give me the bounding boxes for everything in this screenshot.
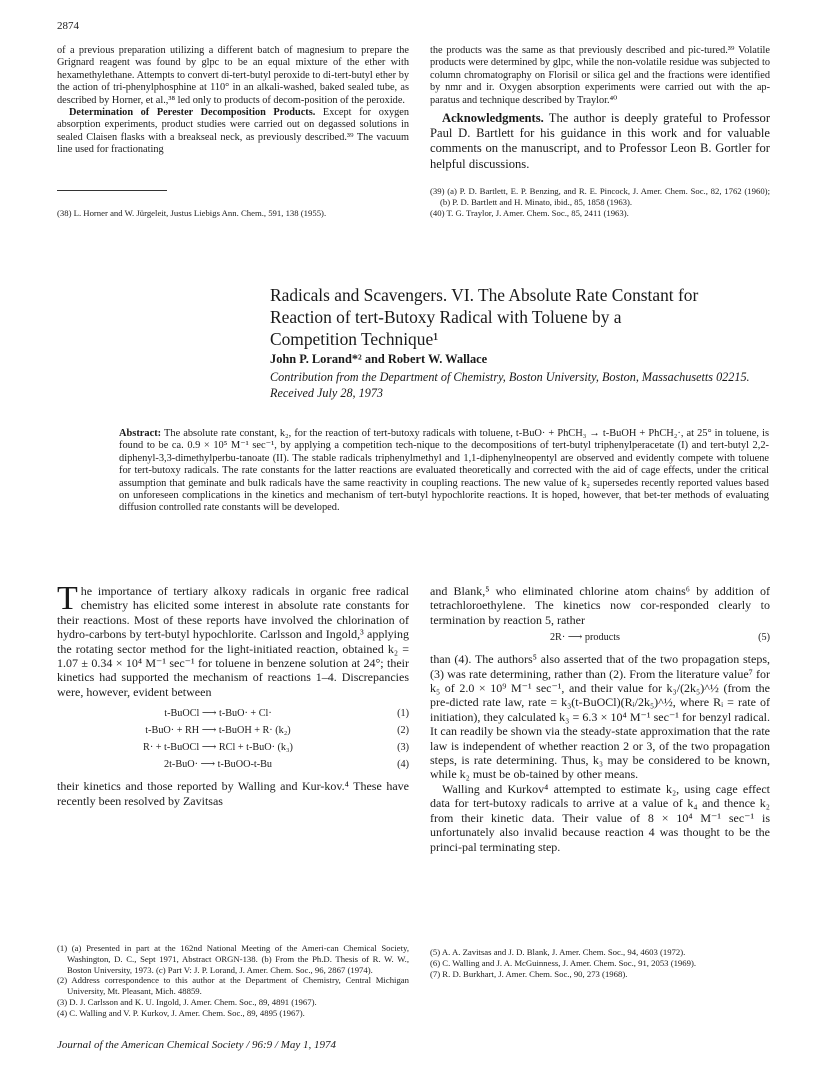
footnote-40: (40) T. G. Traylor, J. Amer. Chem. Soc., 85, 2411 (1963). [430, 207, 629, 218]
equation-number: (1) [397, 708, 409, 720]
equation-body: R· + t-BuOCl ⟶ RCl + t-BuO· (k₃) [143, 742, 293, 754]
equation-body: 2R· ⟶ products [549, 632, 621, 644]
perester-heading: Determination of Perester Decomposition Products. [69, 107, 316, 119]
perester-text: Except for oxygen absorption experiments, product studies were carried out on degassed solutions in sealed Claisen flasks with a breakseal neck, as previously described.³⁹ The vacuum line used for fractionating [57, 107, 410, 156]
body-right-paragraph-1: and Blank,⁵ who eliminated chlorine atom chains⁶ by addition of tetrachloroethylene. The kinetics now cor-responded clearly to termination by reaction 5, rather [430, 584, 770, 627]
drop-cap: T [57, 580, 78, 617]
top-left-paragraph: of a previous preparation utilizing a different batch of magnesium to prepare the Grignard reagent was found by glpc to be an equal mixture of the ether with hexamethylethane. Attempts to convert di-tert-butyl peroxide to di-tert-butyl ether by the action of tri-phenylphosphine at 110° in an alkali-washed, baked sealed tube, as described by Horner, et al.,³⁸ led only to products of decom-position of the peroxide. [57, 45, 409, 106]
equation-body: 2t-BuO· ⟶ t-BuOO-t-Bu [164, 759, 272, 771]
footnote-6: (6) C. Walling and J. A. McGuinness, J. Amer. Chem. Soc., 91, 2053 (1969). [430, 957, 697, 968]
body-left-paragraph-2: their kinetics and those reported by Walling and Kur-kov.⁴ These have recently been resolved by Zavitsas [57, 779, 409, 808]
body-right-paragraph-2: than (4). The authors⁵ also asserted that of the two propagation steps, (3) was rate determining, rather than (2). From the literature value⁷ for k₅ of 2.0 × 10⁹ M⁻¹ sec⁻¹, and their value for k₃/(2k₅)^½ (from the pre-dicted rate law, rate = k₃(t-BuOCl)(Rᵢ/2k₅)^½, where Rᵢ = rate of initiation), they calculated k₃ = 6.3 × 10⁴ M⁻¹ sec⁻¹ for benzyl radical. It can readily be shown via the steady-state approximation that the rate law is independent of whether reaction 2 or 3, of the two propagation steps, is rate determining. Thus, k₃ may be considered to be known, while k₂ must be ob-tained by other means. [430, 652, 770, 782]
body-right-paragraph-3: Walling and Kurkov⁴ attempted to estimate k₂, using cage effect data for tert-butoxy radicals to arrive at a value of k₄ and thence k₂ from their kinetic data. Their value of 8 × 10⁴ M⁻¹ sec⁻¹ is unfortunately also invalid because reaction 4 was thought to be the princi-pal terminating step. [430, 781, 770, 854]
equation-4 [57, 756, 409, 773]
footnote-2: (2) Address correspondence to this author at the Department of Chemistry, Central Michigan University, Mt. Pleasant, Mich. 48859. [57, 975, 409, 997]
equation-5 [430, 631, 770, 648]
intro-paragraph [57, 580, 409, 699]
footnote-39: (39) (a) P. D. Bartlett, E. P. Benzing, and R. E. Pincock, J. Amer. Chem. Soc., 82, 1762 (1960); (b) P. D. Bartlett and H. Minato, ibid., 85, 1858 (1963). [430, 186, 770, 207]
footnote-4: (4) C. Walling and V. P. Kurkov, J. Amer. Chem. Soc., 89, 4895 (1967). [57, 1007, 305, 1018]
equation-body: t-BuO· + RH ⟶ t-BuOH + R· (k₂) [145, 725, 291, 737]
equation-number: (2) [397, 725, 409, 737]
footnote-3: (3) D. J. Carlsson and K. U. Ingold, J. Amer. Chem. Soc., 89, 4891 (1967). [57, 996, 317, 1007]
top-right-footnotes [430, 186, 770, 218]
ack-heading: Acknowledgments. [442, 111, 544, 126]
body-left-column [57, 580, 409, 808]
perester-section [57, 107, 409, 157]
abstract [119, 428, 769, 515]
body-right-column [430, 584, 770, 854]
equation-1 [57, 705, 409, 722]
equation-block [57, 705, 409, 773]
top-right-paragraph: the products was the same as that previously described and pic-tured.³⁹ Volatile products were determined by glpc, while the non-volatile residue was subjected to column chromatography on Florisil or silica gel and the fractions were identified by nmr and ir. Oxygen absorption experiments were carried out with the ap-paratus and technique described by Traylor.⁴⁰ [430, 45, 770, 106]
page-number: 2874 [57, 20, 79, 32]
article-authors: John P. Lorand*² and Robert W. Wallace [270, 352, 488, 366]
acknowledgments [430, 111, 770, 172]
equation-2 [57, 722, 409, 739]
article-affiliation: Contribution from the Department of Chemistry, Boston University, Boston, Massachusetts 02215. Received July 28, 1973 [270, 370, 750, 400]
article-title: Radicals and Scavengers. VI. The Absolute Rate Constant for Reaction of tert-Butoxy Radical with Toluene by a Competition Technique¹ [270, 285, 699, 349]
abstract-text: The absolute rate constant, k₂, for the reaction of tert-butoxy radicals with toluene, t-BuO· + PhCH₃ → t-BuOH + PhCH₂·, at 25° in toluene, is found to be ca. 0.9 × 10⁵ M⁻¹ sec⁻¹, by applying a competition tech-nique to the decompositions of tert-butyl triphenylperacetate (I) and tert-butyl 2,2-diphenyl-3,3-dimethylperbu-tanoate (II). The stable radicals triphenylmethyl and 1,1-diphenylneopentyl are observed and evidently compete with toluene for tert-butoxy radicals. The rate constants for the latter reactions are evaluated theoretically and corrected with the aid of cage effects, under the critical assumption that geminate and bulk radicals have the same reactivity in coupling reactions. The new value of k₂ supersedes recently reported values based on unforeseen complications in the kinetics and mechanism of tert-butyl hypochlorite reactions. It is hoped, however, that bet-ter methods of evaluating diffusion controlled rate constants will be developed. [119, 428, 769, 514]
footnote-7: (7) R. D. Burkhart, J. Amer. Chem. Soc., 90, 273 (1968). [430, 968, 628, 979]
equation-body: t-BuOCl ⟶ t-BuO· + Cl· [164, 708, 272, 720]
bottom-right-footnotes [430, 947, 770, 979]
journal-footer: Journal of the American Chemical Society / 96:9 / May 1, 1974 [57, 1039, 337, 1051]
footnote-38: (38) L. Horner and W. Jürgeleit, Justus Liebigs Ann. Chem., 591, 138 (1955). [57, 208, 327, 218]
bottom-left-footnotes [57, 943, 409, 1019]
equation-3 [57, 739, 409, 756]
equation-number: (3) [397, 742, 409, 754]
equation-number: (5) [758, 632, 770, 644]
ack-text: The author is deeply grateful to Professor Paul D. Bartlett for his guidance in this work and for valuable comments on the manuscript, and to Professor Leon B. Gortler for helpful discussions. [430, 111, 771, 171]
footnote-5: (5) A. A. Zavitsas and J. D. Blank, J. Amer. Chem. Soc., 94, 4603 (1972). [430, 947, 686, 957]
footnote-rule [57, 190, 167, 191]
top-left-column [57, 45, 409, 157]
abstract-label: Abstract: [119, 428, 162, 439]
intro-text: he importance of tertiary alkoxy radicals in organic free radical chemistry has elicited some interest in absolute rate constants for their reactions. Most of these reports have involved the chlorination of hydro-carbons by tert-butyl hypochlorite. Carlsson and Ingold,³ applying the rotating sector method for the light-initiated reaction, obtained k₂ = 1.07 ± 0.34 × 10⁴ M⁻¹ sec⁻¹ for toluene in benzene solution at 24°; their kinetics had supported the mechanism of reactions 1–4. Discrepancies were, however, evident between [57, 584, 409, 699]
footnote-1: (1) (a) Presented in part at the 162nd National Meeting of the Ameri-can Chemical Society, Washington, D. C., Sept 1971, Abstract ORGN-138. (b) From the Ph.D. Thesis of R. W. W., Boston University, 1973. (c) Part V: J. P. Lorand, J. Amer. Chem. Soc., 96, 2867 (1974). [57, 943, 409, 975]
top-left-footnotes [57, 208, 409, 219]
top-right-column [430, 45, 770, 172]
equation-number: (4) [397, 759, 409, 771]
